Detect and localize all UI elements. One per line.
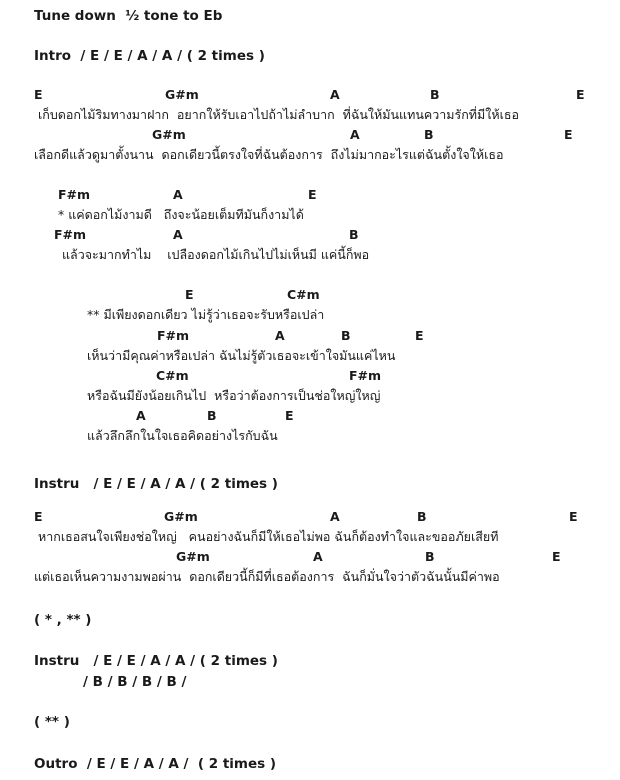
chord: G#m xyxy=(165,87,199,102)
chord: A xyxy=(330,509,340,524)
chord-row xyxy=(0,126,620,144)
lyric-line: แต่เธอเห็นความงามพอผ่าน ดอกเดียวนี้ก็มีที่เธอต้องการ ฉันก็มั่นใจว่าตัวฉันนั้นมีค่าพอ xyxy=(34,569,500,584)
chord: B xyxy=(425,549,435,564)
chord: B xyxy=(430,87,440,102)
lyric-line: * แค่ดอกไม้งามดี ถึงจะน้อยเต็มทีมันก็งามได้ xyxy=(58,207,304,222)
lyric-line: หรือฉันมียังน้อยเกินไป หรือว่าต้องการเป็นช่อใหญ่ใหญ่ xyxy=(87,388,381,403)
instrumental-progression: Instru / E / E / A / A / ( 2 times ) xyxy=(34,476,278,492)
chord: F#m xyxy=(54,227,87,242)
chord: A xyxy=(173,227,183,242)
chord: B xyxy=(417,509,427,524)
chord: F#m xyxy=(157,328,190,343)
chord: G#m xyxy=(176,549,210,564)
chord: A xyxy=(330,87,340,102)
lyric-line: แล้วจะมากทำไม เปลืองดอกไม้เกินไปไม่เห็นมี แค่นี้ก็พอ xyxy=(62,247,370,262)
chord-row xyxy=(0,367,620,385)
chord-row xyxy=(0,186,620,204)
chord-row xyxy=(0,286,620,304)
lyric-line: หากเธอสนใจเพียงช่อใหญ่ คนอย่างฉันก็มีให้เธอไม่พอ ฉันก็ต้องทำใจและขออภัยเสียที xyxy=(38,529,499,544)
outro-progression: Outro / E / E / A / A / ( 2 times ) xyxy=(34,756,277,772)
chord: E xyxy=(564,127,573,142)
chord: C#m xyxy=(156,368,189,383)
chord: B xyxy=(424,127,434,142)
lyric-line: ** มีเพียงดอกเดียว ไม่รู้ว่าเธอจะรับหรือเปล่า xyxy=(87,307,325,322)
chord: G#m xyxy=(152,127,186,142)
chord: E xyxy=(576,87,585,102)
chord: A xyxy=(275,328,285,343)
chord: F#m xyxy=(58,187,91,202)
intro-progression: Intro / E / E / A / A / ( 2 times ) xyxy=(34,48,265,64)
chord: E xyxy=(552,549,561,564)
chord: B xyxy=(341,328,351,343)
lyric-line: เห็นว่ามีคุณค่าหรือเปล่า ฉันไม่รู้ตัวเธอจะเข้าใจมันแค่ไหน xyxy=(87,348,396,363)
chord: E xyxy=(34,87,43,102)
chord: E xyxy=(308,187,317,202)
repeat-marker: ( ** ) xyxy=(34,714,70,730)
chord: A xyxy=(313,549,323,564)
chord: A xyxy=(350,127,360,142)
repeat-marker: ( * , ** ) xyxy=(34,612,92,628)
tuning-note: Tune down ½ tone to Eb xyxy=(34,8,223,24)
chord: B xyxy=(207,408,217,423)
chord: E xyxy=(185,287,194,302)
chord: B xyxy=(349,227,359,242)
chord: G#m xyxy=(164,509,198,524)
chord-row xyxy=(0,407,620,425)
chord: A xyxy=(136,408,146,423)
chord-row xyxy=(0,548,620,566)
chord-row xyxy=(0,327,620,345)
chord-row xyxy=(0,226,620,244)
chord: A xyxy=(173,187,183,202)
chord: F#m xyxy=(349,368,382,383)
instrumental-progression: Instru / E / E / A / A / ( 2 times ) xyxy=(34,653,278,669)
lyric-line: เลือกดีแล้วดูมาตั้งนาน ดอกเดียวนี้ตรงใจที่ฉันต้องการ ถึงไม่มากอะไรแต่ฉันตั้งใจให้เธอ xyxy=(34,147,504,162)
chord: C#m xyxy=(287,287,320,302)
chord: E xyxy=(34,509,43,524)
lyric-line: เก็บดอกไม้ริมทางมาฝาก อยากให้รับเอาไปถ้าไม่ลำบาก ที่ฉันให้มันแทนความรักที่มีให้เธอ xyxy=(38,107,520,122)
chord: E xyxy=(415,328,424,343)
instrumental-progression-b: / B / B / B / B / xyxy=(83,674,187,690)
chord-row xyxy=(0,508,620,526)
chord: E xyxy=(285,408,294,423)
chord: E xyxy=(569,509,578,524)
lyric-line: แล้วลึกลึกในใจเธอคิดอย่างไรกับฉัน xyxy=(87,428,278,443)
chord-row xyxy=(0,86,620,104)
